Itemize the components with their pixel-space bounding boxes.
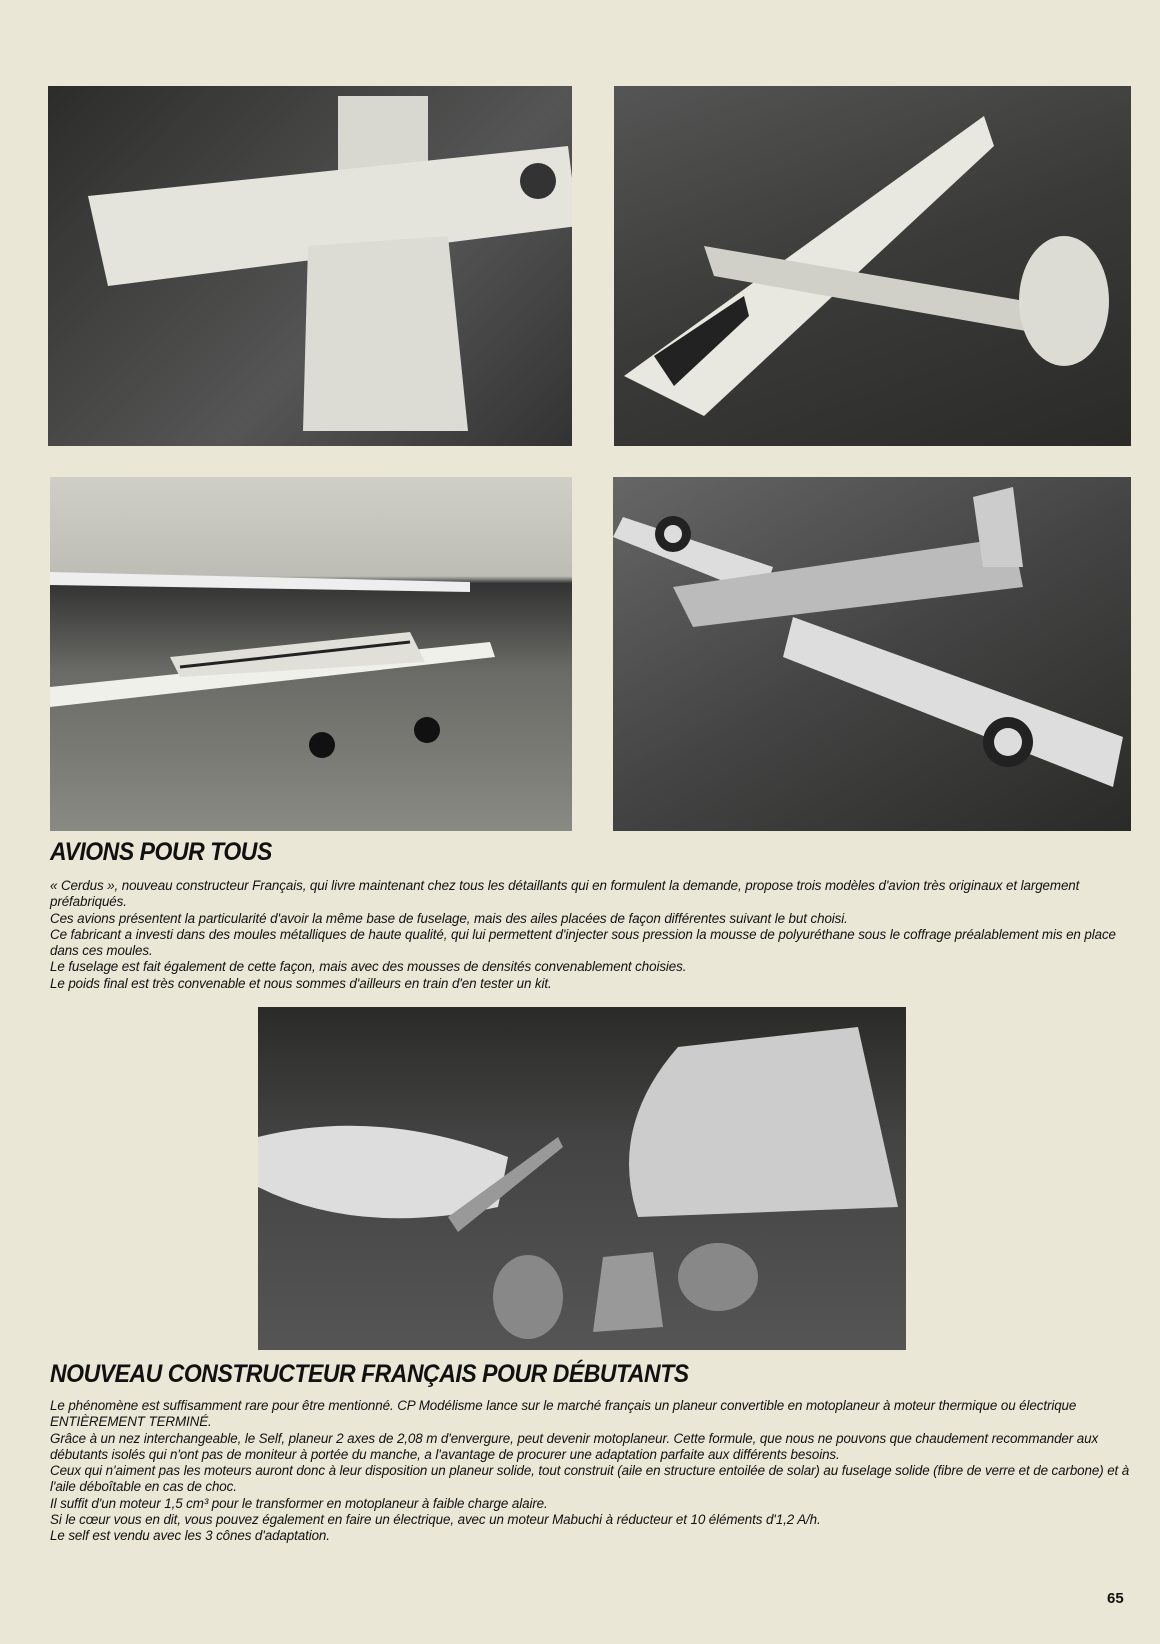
photo-cerdus-high-wing [614,86,1131,446]
article-body-nouveau-constructeur [50,1398,1130,1545]
paragraph: Le poids final est très convenable et nous sommes d'ailleurs en train d'en tester un kit. [50,975,552,991]
article-body-avions-pour-tous [50,878,1130,992]
paragraph: Si le cœur vous en dit, vous pouvez également en faire un électrique, avec un moteur Mabuchi à réducteur et 10 éléments d'1,2 A/h. [50,1512,821,1528]
paragraph: « Cerdus », nouveau constructeur Français, qui livre maintenant chez tous les détaillants qui en formulent la demande, propose trois modèles d'avion très originaux et largement préfabriqués. [50,878,1080,910]
article-title-avions-pour-tous: AVIONS POUR TOUS [50,838,272,866]
paragraph: Le fuselage est fait également de cette façon, mais avec des mousses de densités convenablement choisies. [50,959,687,975]
paragraph: Il suffit d'un moteur 1,5 cm³ pour le transformer en motoplaneur à faible charge alaire. [50,1495,548,1511]
paragraph: Grâce à un nez interchangeable, le Self, planeur 2 axes de 2,08 m d'envergure, peut devenir motoplaneur. Cette formule, que nous ne pouvons que chaudement recommander aux débutants isolés qui n'ont pas de moniteur à portée du manche, a l'avantage de procurer une adaptation parfaite aux différents besoins. [50,1430,1099,1462]
photo-cerdus-low-wing [48,86,572,446]
article-title-nouveau-constructeur: NOUVEAU CONSTRUCTEUR FRANÇAIS POUR DÉBUTANTS [50,1360,689,1388]
paragraph: Ces avions présentent la particularité d'avoir la même base de fuselage, mais des ailes placées de façon différentes suivant le but choisi. [50,910,848,926]
paragraph: Ceux qui n'aiment pas les moteurs auront donc à leur disposition un planeur solide, tout construit (aile en structure entoilée de solar) au fuselage solide (fibre de verre et de carbone) et à l'aile déboîtable en cas de choc. [50,1463,1130,1495]
photo-cerdus-biplane [50,477,572,831]
photo-self-glider-noses [258,1007,906,1350]
photo-cerdus-army-trainer [613,477,1131,831]
paragraph: Le phénomène est suffisamment rare pour être mentionné. CP Modélisme lance sur le marché français un planeur convertible en motoplaneur à moteur thermique ou électrique ENTIÈREMENT TERMINÉ. [50,1398,1077,1430]
paragraph: Ce fabricant a investi dans des moules métalliques de haute qualité, qui lui permettent d'injecter sous pression la mousse de polyuréthane sous le coffrage préalablement mis en place dans ces moules. [50,926,1116,959]
page-number: 65 [1107,1590,1124,1607]
paragraph: Le self est vendu avec les 3 cônes d'adaptation. [50,1528,330,1544]
